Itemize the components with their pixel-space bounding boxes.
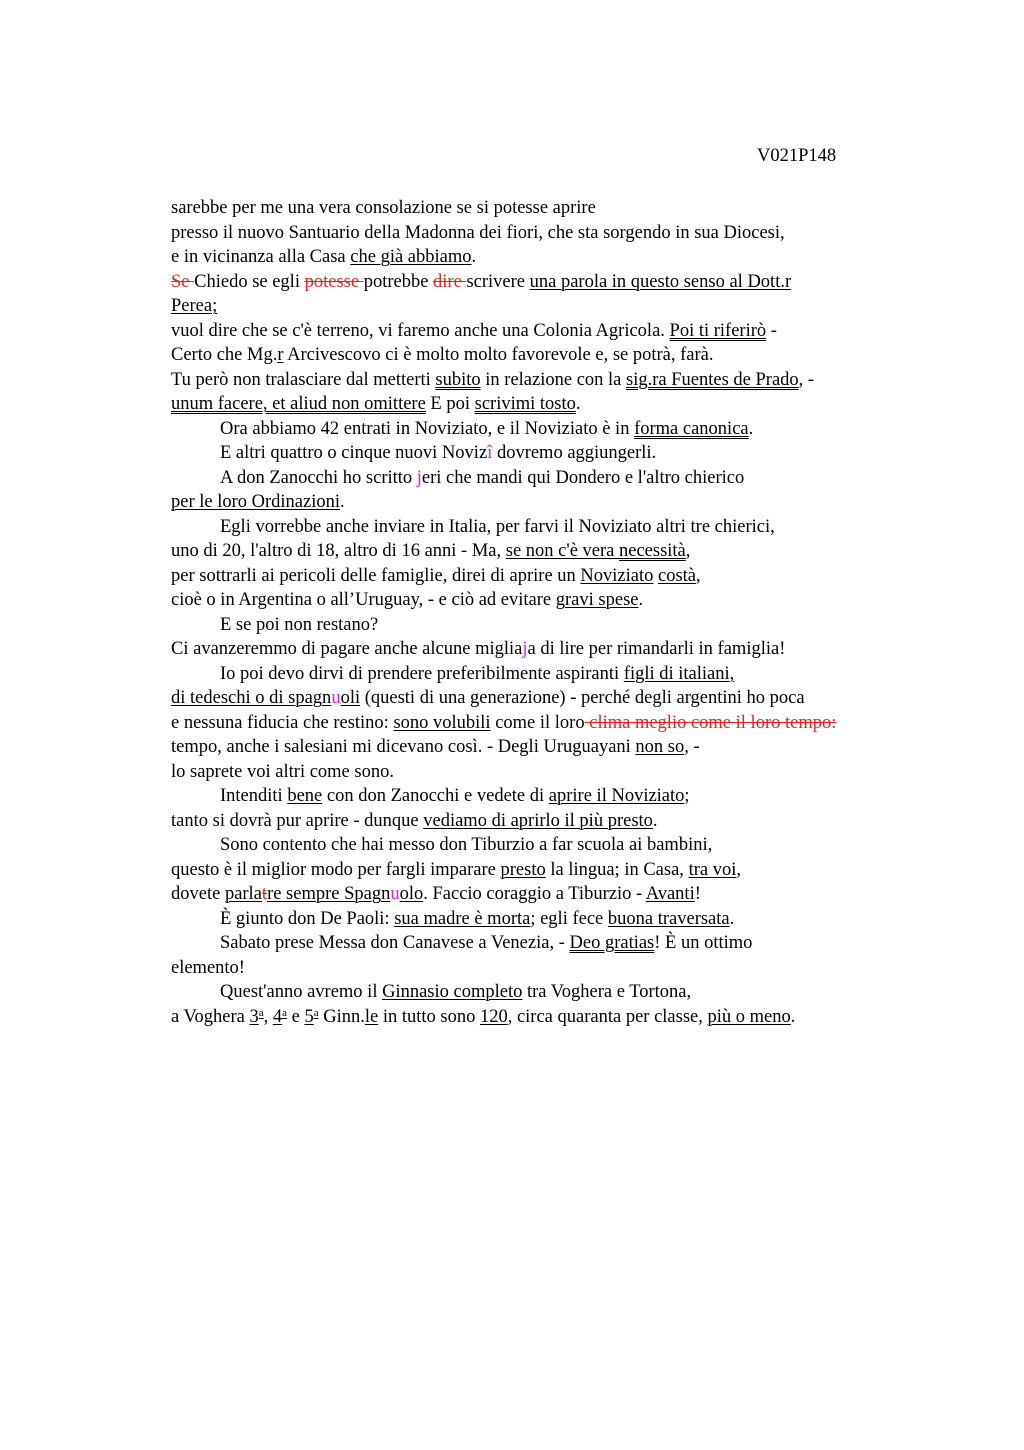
underlined-text: tra voi (688, 859, 737, 880)
text-segment: ! È un ottimo (654, 933, 753, 953)
text-line (171, 343, 961, 368)
text-segment: cioè o in Argentina o all’Uruguay, - e ciò ad evitare (171, 590, 556, 610)
text-segment: , - (798, 369, 815, 390)
underlined-text: che già abbiamo (350, 247, 472, 267)
text-segment: questo è il miglior modo per fargli imparare (171, 859, 501, 880)
text-segment: ; (684, 786, 690, 806)
text-segment: E se poi non restano? (220, 614, 379, 635)
text-line (171, 515, 961, 540)
text-segment: in tutto sono (378, 1006, 480, 1027)
underlined-text: re sempre Spagn (267, 884, 391, 904)
text-segment: Io poi devo dirvi di prendere preferibilmente aspiranti (220, 663, 624, 684)
underlined-text: gravi spese (555, 590, 639, 610)
deleted-text: Se (171, 271, 195, 292)
corrected-letter: j (522, 639, 528, 659)
deleted-text: dire (433, 271, 467, 292)
double-underlined-text: necessità (619, 541, 686, 561)
text-segment: È giunto don De Paoli: (220, 908, 395, 929)
underlined-text: sua madre è morta (394, 908, 531, 929)
underlined-text: Ginnasio completo (382, 982, 523, 1002)
underlined-text: buona traversata (607, 908, 730, 929)
text-segment: tempo, anche i salesiani mi dicevano così. - Degli Uruguayani (171, 737, 636, 757)
text-segment: per sottrarli ai pericoli delle famiglie, direi di aprire un (171, 565, 581, 586)
underlined-text: r (277, 345, 284, 365)
text-segment: ! (694, 884, 701, 904)
underlined-text: Perea; (171, 296, 218, 316)
text-segment: tra Voghera e Tortona, (522, 982, 692, 1002)
double-underlined-text: sig.ra Fuentes de Prado (626, 369, 799, 390)
text-segment: Intenditi (220, 786, 288, 806)
underlined-text: costà (658, 565, 697, 586)
underlined-text: di tedeschi o di spagn (171, 688, 332, 708)
underlined-text: sono volubili (393, 712, 491, 733)
underlined-text: olo (399, 884, 424, 904)
text-segment: a di lire per rimandarli in famiglia! (527, 639, 786, 659)
underlined-text: una parola in questo senso al Dott.r (529, 271, 792, 292)
corrected-letter: j (416, 467, 422, 488)
text-line (171, 539, 961, 564)
underlined-text: bene (287, 786, 323, 806)
text-line (171, 441, 961, 466)
text-line (171, 270, 961, 295)
text-line (171, 1005, 961, 1030)
text-line (171, 809, 961, 834)
text-segment: in relazione con la (480, 369, 627, 390)
text-segment: Arcivescovo ci è molto molto favorevole e, se potrà, farà. (283, 345, 714, 365)
text-line (171, 956, 961, 981)
text-segment: Sabato prese Messa don Canavese a Venezia, - (220, 933, 570, 953)
text-line (171, 392, 961, 417)
text-line (171, 368, 961, 393)
text-segment: dovremo aggiungerli. (492, 443, 657, 463)
text-segment: , (685, 541, 691, 561)
double-underlined-text: Deo gratias (569, 933, 655, 953)
text-segment: . Faccio coraggio a Tiburzio - (423, 884, 646, 904)
underlined-text: figli di italiani, (623, 663, 735, 684)
text-segment: , - (684, 737, 700, 757)
corrected-letter: u (331, 688, 341, 708)
text-segment: . (638, 590, 644, 610)
text-segment: . (729, 908, 735, 929)
text-line (171, 588, 961, 613)
deleted-text: clima meglio come il loro tempo: (584, 712, 837, 733)
text-segment: Quest'anno avremo il (220, 982, 383, 1002)
text-segment: , circa quaranta per classe, (507, 1006, 708, 1027)
text-line (171, 196, 961, 221)
text-line (171, 858, 961, 883)
text-line (171, 711, 961, 736)
text-line (171, 980, 961, 1005)
text-segment: , (736, 859, 741, 880)
text-segment: eri che mandi qui Dondero e l'altro chierico (421, 467, 745, 488)
letter-body (171, 196, 961, 1029)
text-line (171, 613, 961, 638)
text-segment: - (766, 320, 777, 341)
underlined-text: parla (224, 884, 262, 904)
underlined-text: più o meno (707, 1006, 791, 1027)
text-line (171, 490, 961, 515)
deleted-text: t (261, 884, 268, 904)
text-segment: la lingua; in Casa, (545, 859, 689, 880)
text-line (171, 662, 961, 687)
corrected-letter: î (487, 443, 493, 463)
text-segment: E altri quattro o cinque nuovi Noviz (220, 443, 488, 463)
underlined-text: oli (340, 688, 361, 708)
underlined-text: 4 (272, 1006, 283, 1027)
text-segment: . (575, 394, 581, 414)
double-underlined-text: Poi ti riferirò (669, 320, 767, 341)
underlined-text: non so (635, 737, 685, 757)
underlined-text: aprire il Noviziato (548, 786, 685, 806)
underlined-text: Noviziato (580, 565, 654, 586)
text-segment: Ginn. (318, 1006, 365, 1027)
double-underlined-text: forma canonica (634, 418, 749, 439)
text-line (171, 931, 961, 956)
text-segment: e (286, 1006, 305, 1027)
underlined-text: le (364, 1006, 379, 1027)
underlined-text: per le loro Ordinazioni (171, 492, 341, 512)
underlined-text: se non c'è vera (505, 541, 619, 561)
underlined-text: 120 (479, 1006, 508, 1027)
text-segment: . (790, 1006, 796, 1027)
text-line (171, 907, 961, 932)
text-segment: E poi (425, 394, 475, 414)
text-segment: scrivere (466, 271, 530, 292)
text-segment: , (263, 1006, 273, 1027)
underlined-text: presto (500, 859, 546, 880)
page-reference-code: V021P148 (757, 146, 837, 166)
superscript-ordinal: a (258, 1006, 264, 1019)
text-segment: . (748, 418, 754, 439)
text-line (171, 637, 961, 662)
text-segment: . (471, 247, 477, 267)
text-segment: Ora abbiamo 42 entrati in Noviziato, e il Noviziato è in (220, 418, 635, 439)
text-line (171, 833, 961, 858)
text-segment: e in vicinanza alla Casa (171, 247, 351, 267)
double-underlined-text: unum facere, et aliud non omittere (171, 394, 426, 414)
underlined-text: vediamo di aprirlo il più presto (423, 810, 653, 831)
text-line (171, 882, 961, 907)
text-segment: a Voghera (171, 1006, 250, 1027)
text-segment: con don Zanocchi e vedete di (322, 786, 549, 806)
text-segment: tanto si dovrà pur aprire - dunque (171, 810, 424, 831)
corrected-letter: u (390, 884, 400, 904)
text-segment: presso il nuovo Santuario della Madonna dei fiori, che sta sorgendo in sua Diocesi, (171, 222, 785, 243)
text-line (171, 686, 961, 711)
text-segment: sarebbe per me una vera consolazione se si potesse aprire (171, 198, 596, 218)
text-segment: , (696, 565, 701, 586)
text-line (171, 245, 961, 270)
text-segment: elemento! (171, 957, 245, 978)
text-line (171, 760, 961, 785)
text-segment: come il loro (490, 712, 585, 733)
text-segment: Chiedo se egli (194, 271, 305, 292)
text-segment: e nessuna fiducia che restino: (171, 712, 394, 733)
text-segment: Certo che Mg. (171, 345, 278, 365)
text-segment: dovete (171, 884, 225, 904)
superscript-ordinal: a (282, 1006, 287, 1019)
text-line (171, 466, 961, 491)
text-line (171, 417, 961, 442)
double-underlined-text: scrivimi tosto (474, 394, 576, 414)
text-segment: ; egli fece (530, 908, 608, 929)
underlined-text: 3 (249, 1006, 259, 1027)
text-segment: Egli vorrebbe anche inviare in Italia, per farvi il Noviziato altri tre chierici, (220, 516, 775, 537)
superscript-ordinal: a (313, 1006, 319, 1019)
text-segment: potrebbe (363, 271, 434, 292)
text-segment: Ci avanzeremmo di pagare anche alcune miglia (171, 639, 523, 659)
text-line (171, 294, 961, 319)
text-line (171, 319, 961, 344)
text-segment: A don Zanocchi ho scritto (220, 467, 417, 488)
underlined-text: Avanti (645, 884, 695, 904)
text-line (171, 564, 961, 589)
text-segment: . (340, 492, 345, 512)
underlined-text: 5 (304, 1006, 314, 1027)
text-segment: . (652, 810, 658, 831)
text-segment: vuol dire che se c'è terreno, vi faremo anche una Colonia Agricola. (171, 320, 670, 341)
text-segment: uno di 20, l'altro di 18, altro di 16 anni - Ma, (171, 541, 506, 561)
text-segment: Sono contento che hai messo don Tiburzio a far scuola ai bambini, (220, 835, 713, 855)
text-line (171, 784, 961, 809)
double-underlined-text: subito (435, 369, 481, 390)
text-segment: lo saprete voi altri come sono. (171, 761, 394, 782)
text-line (171, 221, 961, 246)
deleted-text: potesse (304, 271, 364, 292)
text-segment: (questi di una generazione) - perché degli argentini ho poca (360, 688, 805, 708)
text-segment: Tu però non tralasciare dal metterti (171, 369, 436, 390)
text-line (171, 735, 961, 760)
